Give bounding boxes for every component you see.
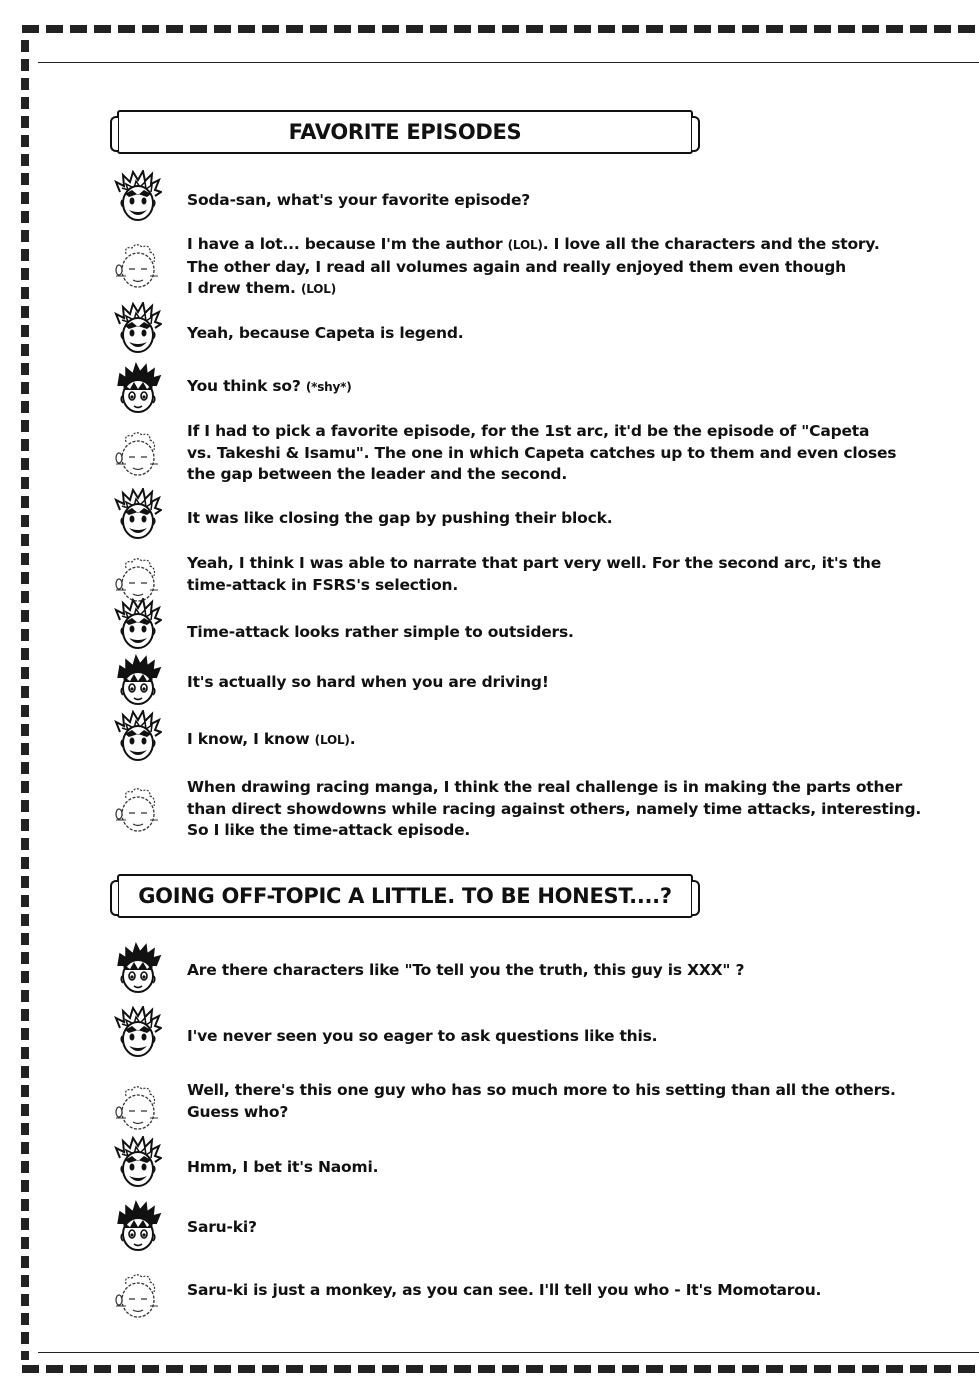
dialogue-line: It was like closing the gap by pushing their block. xyxy=(187,509,613,527)
lol-note: (LOL) xyxy=(314,733,350,747)
dialogue-line: Saru-ki is just a monkey, as you can see. I'll tell you who - It's Momotarou. xyxy=(187,1281,822,1299)
spiky-hair-character-icon xyxy=(114,710,162,764)
dashed-border-left xyxy=(21,40,29,1360)
dialogue-line: Soda-san, what's your favorite episode? xyxy=(187,191,531,209)
rule-top xyxy=(38,62,979,63)
dialogue-line: Hmm, I bet it's Naomi. xyxy=(187,1158,379,1176)
dialogue-line: Yeah, I think I was able to narrate that part very well. For the second arc, it's the xyxy=(187,554,882,572)
author-face-icon xyxy=(114,1082,162,1136)
dialogue-line: I've never seen you so eager to ask questions like this. xyxy=(187,1027,658,1045)
capeta-face-icon xyxy=(114,362,162,416)
spiky-hair-character-icon xyxy=(114,170,162,224)
dialogue-line: than direct showdowns while racing against others, namely time attacks, interesting. xyxy=(187,799,922,818)
capeta-face-icon xyxy=(114,942,162,996)
dialogue-line: Are there characters like "To tell you the truth, this guy is XXX" ? xyxy=(187,961,745,979)
author-face-icon xyxy=(114,1270,162,1324)
spiky-hair-character-icon xyxy=(114,1006,162,1060)
dialogue-line: So I like the time-attack episode. xyxy=(187,821,471,839)
dashed-border-bottom xyxy=(22,1365,979,1373)
shy-note: (*shy*) xyxy=(305,380,352,394)
spiky-hair-character-icon xyxy=(114,1136,162,1190)
dialogue-line: I have a lot... because I'm the author xyxy=(187,235,503,253)
dialogue-line: Well, there's this one guy who has so much more to his setting than all the others. xyxy=(187,1081,896,1099)
rule-bottom xyxy=(38,1352,979,1353)
spiky-hair-character-icon xyxy=(114,598,162,652)
author-face-icon xyxy=(114,428,162,482)
author-face-icon xyxy=(114,784,162,838)
dialogue-line: When drawing racing manga, I think the real challenge is in making the parts other xyxy=(187,778,903,796)
dialogue-line: The other day, I read all volumes again and really enjoyed them even though xyxy=(187,257,846,276)
dialogue-line: the gap between the leader and the second. xyxy=(187,465,568,483)
dialogue-line: If I had to pick a favorite episode, for the 1st arc, it'd be the episode of "Capeta xyxy=(187,422,870,440)
dialogue-line: Saru-ki? xyxy=(187,1218,257,1236)
dashed-border-top xyxy=(22,25,979,33)
dialogue-line: I drew them. xyxy=(187,279,296,297)
section-heading-favorite-episodes: FAVORITE EPISODES xyxy=(117,110,693,154)
lol-note: (LOL) xyxy=(300,282,336,296)
spiky-hair-character-icon xyxy=(114,302,162,356)
author-face-icon xyxy=(114,240,162,294)
dialogue-line-tail: . I love all the characters and the story. xyxy=(542,235,880,253)
dialogue-line: vs. Takeshi & Isamu". The one in which Capeta catches up to them and even closes xyxy=(187,443,897,462)
dialogue-line: Time-attack looks rather simple to outsiders. xyxy=(187,623,574,641)
dialogue-line-tail: . xyxy=(349,730,356,748)
lol-note: (LOL) xyxy=(507,238,543,252)
capeta-face-icon xyxy=(114,654,162,708)
dialogue-line: I know, I know xyxy=(187,730,310,748)
dialogue-line: It's actually so hard when you are driving! xyxy=(187,673,549,691)
dialogue-line: time-attack in FSRS's selection. xyxy=(187,575,459,594)
dialogue-line: You think so? xyxy=(187,377,301,395)
spiky-hair-character-icon xyxy=(114,488,162,542)
dialogue-line: Yeah, because Capeta is legend. xyxy=(187,324,464,342)
capeta-face-icon xyxy=(114,1200,162,1254)
section-heading-off-topic: GOING OFF-TOPIC A LITTLE. TO BE HONEST....? xyxy=(117,874,693,918)
dialogue-line: Guess who? xyxy=(187,1102,289,1121)
